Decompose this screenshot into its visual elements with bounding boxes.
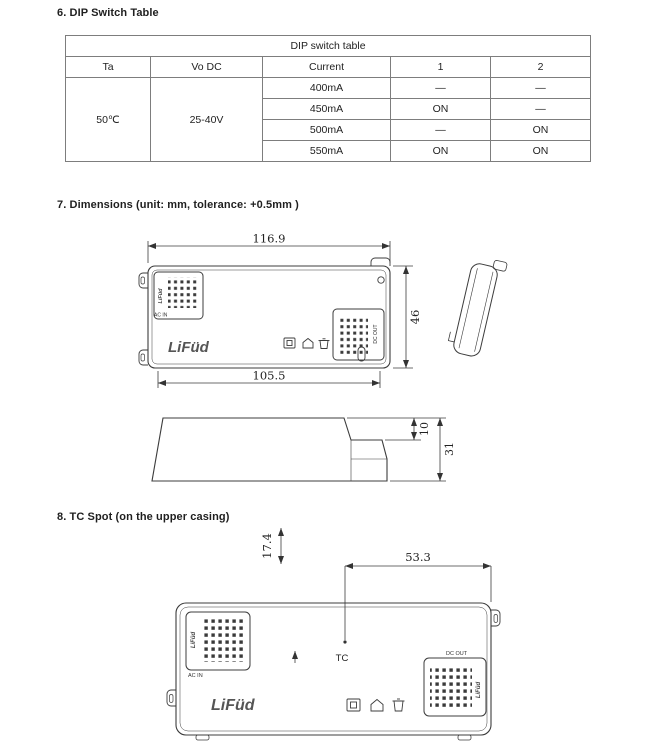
section-heading-dip-switch: 6. DIP Switch Table — [57, 7, 159, 19]
cell-sw1: — — [391, 78, 491, 99]
class2-icon — [347, 699, 360, 711]
dim-profile-height-label: 31 — [443, 442, 456, 456]
mounting-ear — [167, 690, 176, 706]
mounting-tab — [458, 735, 471, 740]
cell-sw2: — — [491, 99, 591, 120]
cell-current: 550mA — [263, 141, 391, 162]
cell-vo-value: 25-40V — [151, 78, 263, 162]
table-title-cell: DIP switch table — [66, 36, 591, 57]
cell-sw1: ON — [391, 99, 491, 120]
side-view — [446, 254, 507, 359]
house-icon — [371, 700, 383, 712]
tc-spot-drawing — [0, 520, 650, 750]
top-view-body — [167, 603, 500, 740]
cell-sw2: — — [491, 78, 591, 99]
dim-step-label: 10 — [418, 422, 431, 436]
dim-vertical-label: 17.4 — [260, 533, 274, 559]
section-heading-tc-spot: 8. TC Spot (on the upper casing) — [57, 511, 230, 523]
tc-spot-point — [343, 640, 346, 643]
dimension-lines — [281, 528, 491, 663]
dip-switch-table — [65, 35, 591, 162]
house-icon — [303, 339, 313, 349]
dim-height-label: 46 — [408, 309, 422, 325]
cert-icons — [284, 338, 330, 349]
cell-sw2: ON — [491, 120, 591, 141]
mounting-ear — [139, 273, 148, 288]
brand-logo: LiFüd — [211, 697, 255, 714]
cell-sw1: — — [391, 120, 491, 141]
weee-bin-icon — [319, 339, 330, 349]
screw-hole — [378, 277, 384, 283]
profile-view — [152, 418, 387, 481]
dim-bottom-width-label: 105.5 — [252, 368, 286, 383]
table-title-row — [66, 36, 591, 57]
table-header-row — [66, 57, 591, 78]
brand-logo: LiFüd — [168, 339, 209, 356]
cell-sw2: ON — [491, 141, 591, 162]
dimensions-drawing — [0, 228, 650, 490]
header-ta: Ta — [66, 57, 151, 78]
cell-sw1: ON — [391, 141, 491, 162]
dim-top-width-label: 116.9 — [252, 231, 286, 246]
brand-label-vertical: LiFüd — [191, 631, 197, 649]
brand-label-vertical: LiFüd — [476, 681, 482, 699]
dc-out-label: DC OUT — [446, 651, 468, 657]
mounting-ear — [491, 610, 500, 626]
weee-bin-icon — [393, 699, 405, 711]
brand-label-vertical: LiFüd — [158, 288, 164, 304]
cert-icons — [347, 699, 405, 711]
cell-current: 450mA — [263, 99, 391, 120]
dim-horizontal-label: 53.3 — [405, 550, 431, 564]
mounting-tab — [493, 260, 508, 272]
header-switch-2: 2 — [491, 57, 591, 78]
mounting-ear — [139, 350, 148, 365]
mounting-tab — [196, 735, 209, 740]
class2-icon — [284, 338, 295, 348]
ac-in-label: AC IN — [188, 673, 203, 679]
dip-switch-grid — [168, 277, 198, 308]
cell-current: 400mA — [263, 78, 391, 99]
dip-switch-grid — [430, 666, 472, 708]
table-row — [66, 78, 591, 99]
ac-in-label: AC IN — [154, 312, 168, 319]
dip-switch-grid — [202, 618, 244, 662]
dip-switch-grid — [338, 317, 368, 354]
cell-ta-value: 50℃ — [66, 78, 151, 162]
mounting-tab — [371, 258, 390, 266]
header-vo-dc: Vo DC — [151, 57, 263, 78]
tc-label: TC — [335, 653, 349, 664]
dc-out-label: DC OUT — [373, 324, 379, 344]
header-switch-1: 1 — [391, 57, 491, 78]
header-current: Current — [263, 57, 391, 78]
section-heading-dimensions: 7. Dimensions (unit: mm, tolerance: +0.5mm ) — [57, 199, 299, 211]
cell-current: 500mA — [263, 120, 391, 141]
